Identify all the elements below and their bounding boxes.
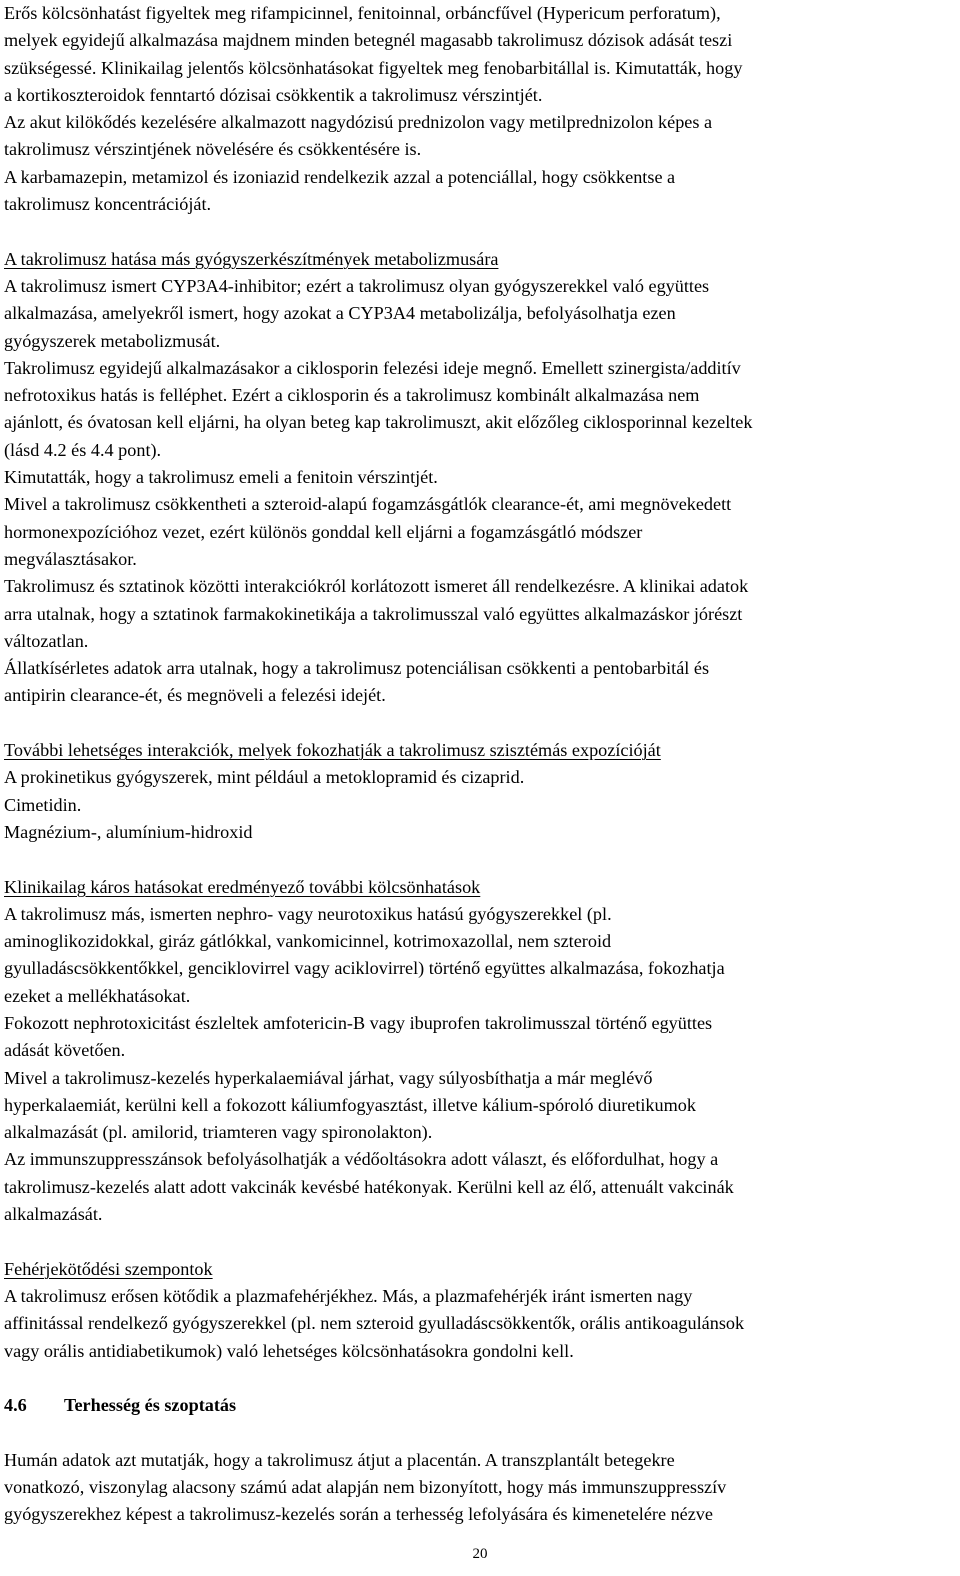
text-line: alkalmazását. <box>4 1204 103 1225</box>
text-line: A karbamazepin, metamizol és izoniazid rendelkezik azzal a potenciállal, hogy csökkentse a <box>4 166 676 187</box>
text-line: változatlan. <box>4 630 89 651</box>
text-line: vonatkozó, viszonylag alacsony számú adat alapján nem bizonyított, hogy más immunszuppresszív <box>4 1477 727 1498</box>
text-line: Takrolimusz és sztatinok közötti interakciókról korlátozott ismeret áll rendelkezésre. A klinikai adatok <box>4 576 749 597</box>
paragraph <box>4 764 952 846</box>
section-number: 4.6 <box>4 1395 27 1416</box>
text-line: affinitással rendelkező gyógyszerekkel (pl. nem szteroid gyulladáscsökkentők, orális antikoagulánsok <box>4 1313 745 1334</box>
text-line: ezeket a mellékhatásokat. <box>4 985 191 1006</box>
text-line: aminoglikozidokkal, giráz gátlókkal, vankomicinnel, kotrimoxazollal, nem szteroid <box>4 931 612 952</box>
text-line: Fokozott nephrotoxicitást észleltek amfotericin-B vagy ibuprofen takrolimusszal történő együttes <box>4 1012 713 1033</box>
text-line: szükségessé. Klinikailag jelentős kölcsönhatásokat figyeltek meg fenobarbitállal is. Kimutatták, hogy <box>4 57 743 78</box>
text-line: takrolimusz koncentrációját. <box>4 194 212 215</box>
text-line: Erős kölcsönhatást figyeltek meg rifampicinnel, fenitoinnal, orbáncfűvel (Hypericum perforatum), <box>4 3 721 23</box>
paragraph-spacer <box>4 1419 952 1446</box>
subsection-heading: Fehérjekötődési szempontok <box>4 1258 213 1279</box>
text-line: A takrolimusz erősen kötődik a plazmafehérjékhez. Más, a plazmafehérjék iránt ismerten nagy <box>4 1285 693 1306</box>
paragraph-spacer <box>4 1228 952 1255</box>
text-line: ajánlott, és óvatosan kell eljárni, ha olyan beteg kap takrolimuszt, akit előzőleg ciklosporinnal kezeltek <box>4 412 753 433</box>
text-line: Takrolimusz egyidejű alkalmazásakor a ciklosporin felezési ideje megnő. Emellett szinergista/additív <box>4 357 741 378</box>
paragraph-spacer <box>4 846 952 873</box>
section-heading-text: Terhesség és szoptatás <box>64 1395 237 1416</box>
document-page <box>4 0 952 1529</box>
text-line: hormonexpozícióhoz vezet, ezért különös gonddal kell eljárni a fogamzásgátló módszer <box>4 521 643 542</box>
paragraph <box>4 0 952 218</box>
text-line: a kortikoszteroidok fenntartó dózisai csökkentik a takrolimusz vérszintjét. <box>4 84 543 105</box>
text-line: hyperkalaemiát, kerülni kell a fokozott káliumfogyasztást, illetve kálium-spóroló diuretikumok <box>4 1094 696 1115</box>
text-line: Állatkísérletes adatok arra utalnak, hogy a takrolimusz potenciálisan csökkenti a pentobarbitál és <box>4 658 710 679</box>
text-line: gyógyszerek metabolizmusát. <box>4 330 221 351</box>
section-title <box>4 1392 952 1419</box>
text-line: Mivel a takrolimusz-kezelés hyperkalaemiával járhat, vagy súlyosbíthatja a már meglévő <box>4 1067 653 1088</box>
text-line: (lásd 4.2 és 4.4 pont). <box>4 439 162 460</box>
text-line: Humán adatok azt mutatják, hogy a takrolimusz átjut a placentán. A transzplantált betegekre <box>4 1449 675 1470</box>
subsection-heading: A takrolimusz hatása más gyógyszerkészítmények metabolizmusára <box>4 248 499 269</box>
text-line: vagy orális antidiabetikumok) való lehetséges kölcsönhatásokra gondolni kell. <box>4 1340 574 1361</box>
text-line: takrolimusz vérszintjének növelésére és csökkentésére is. <box>4 139 422 160</box>
text-line: takrolimusz-kezelés alatt adott vakcinák kevésbé hatékonyak. Kerülni kell az élő, attenuált vakcinák <box>4 1176 734 1197</box>
text-line: alkalmazása, amelyekről ismert, hogy azokat a CYP3A4 metabolizálja, befolyásolhatja ezen <box>4 303 676 324</box>
text-line: nefrotoxikus hatás is felléphet. Ezért a ciklosporin és a takrolimusz kombinált alkalmazása nem <box>4 385 700 406</box>
paragraph <box>4 1283 952 1365</box>
subsection-heading: További lehetséges interakciók, melyek fokozhatják a takrolimusz szisztémás expozícióját <box>4 740 661 761</box>
paragraph-spacer <box>4 218 952 245</box>
text-line: Az akut kilökődés kezelésére alkalmazott nagydózisú prednizolon vagy metilprednizolon képes a <box>4 112 713 133</box>
text-line: melyek egyidejű alkalmazása majdnem minden betegnél magasabb takrolimusz dózisok adását teszi <box>4 30 733 51</box>
text-line: Az immunszuppresszánsok befolyásolhatják a védőoltásokra adott választ, és előfordulhat, hogy a <box>4 1149 719 1170</box>
text-line: Cimetidin. <box>4 794 82 815</box>
paragraph <box>4 901 952 1229</box>
text-line: Magnézium-, alumínium-hidroxid <box>4 821 253 842</box>
text-line: Mivel a takrolimusz csökkentheti a szteroid-alapú fogamzásgátlók clearance-ét, ami megnövekedett <box>4 494 732 515</box>
text-line: antipirin clearance-ét, és megnöveli a felezési idejét. <box>4 685 386 706</box>
text-line: Kimutatták, hogy a takrolimusz emeli a fenitoin vérszintjét. <box>4 467 438 488</box>
paragraph <box>4 1447 952 1529</box>
subsection-heading: Klinikailag káros hatásokat eredményező további kölcsönhatások <box>4 876 481 897</box>
text-line: gyógyszerekhez képest a takrolimusz-kezelés során a terhesség lefolyására és kimenetelére nézve <box>4 1504 713 1525</box>
text-line: gyulladáscsökkentőkkel, genciklovirrel vagy aciklovirrel) történő együttes alkalmazása, fokozhatja <box>4 958 725 979</box>
paragraph-spacer <box>4 710 952 737</box>
text-line: A takrolimusz más, ismerten nephro- vagy neurotoxikus hatású gyógyszerekkel (pl. <box>4 903 612 924</box>
page-number: 20 <box>472 1546 488 1562</box>
text-line: A takrolimusz ismert CYP3A4-inhibitor; ezért a takrolimusz olyan gyógyszerekkel való együttes <box>4 275 710 296</box>
text-line: megválasztásakor. <box>4 548 137 569</box>
paragraph-spacer <box>4 1365 952 1392</box>
paragraph <box>4 273 952 710</box>
text-line: arra utalnak, hogy a sztatinok farmakokinetikája a takrolimusszal való együttes alkalmazáskor jórészt <box>4 603 743 624</box>
text-line: A prokinetikus gyógyszerek, mint például a metoklopramid és cizaprid. <box>4 767 525 788</box>
text-line: adását követően. <box>4 1040 126 1061</box>
text-line: alkalmazását (pl. amilorid, triamteren vagy spironolakton). <box>4 1122 433 1143</box>
